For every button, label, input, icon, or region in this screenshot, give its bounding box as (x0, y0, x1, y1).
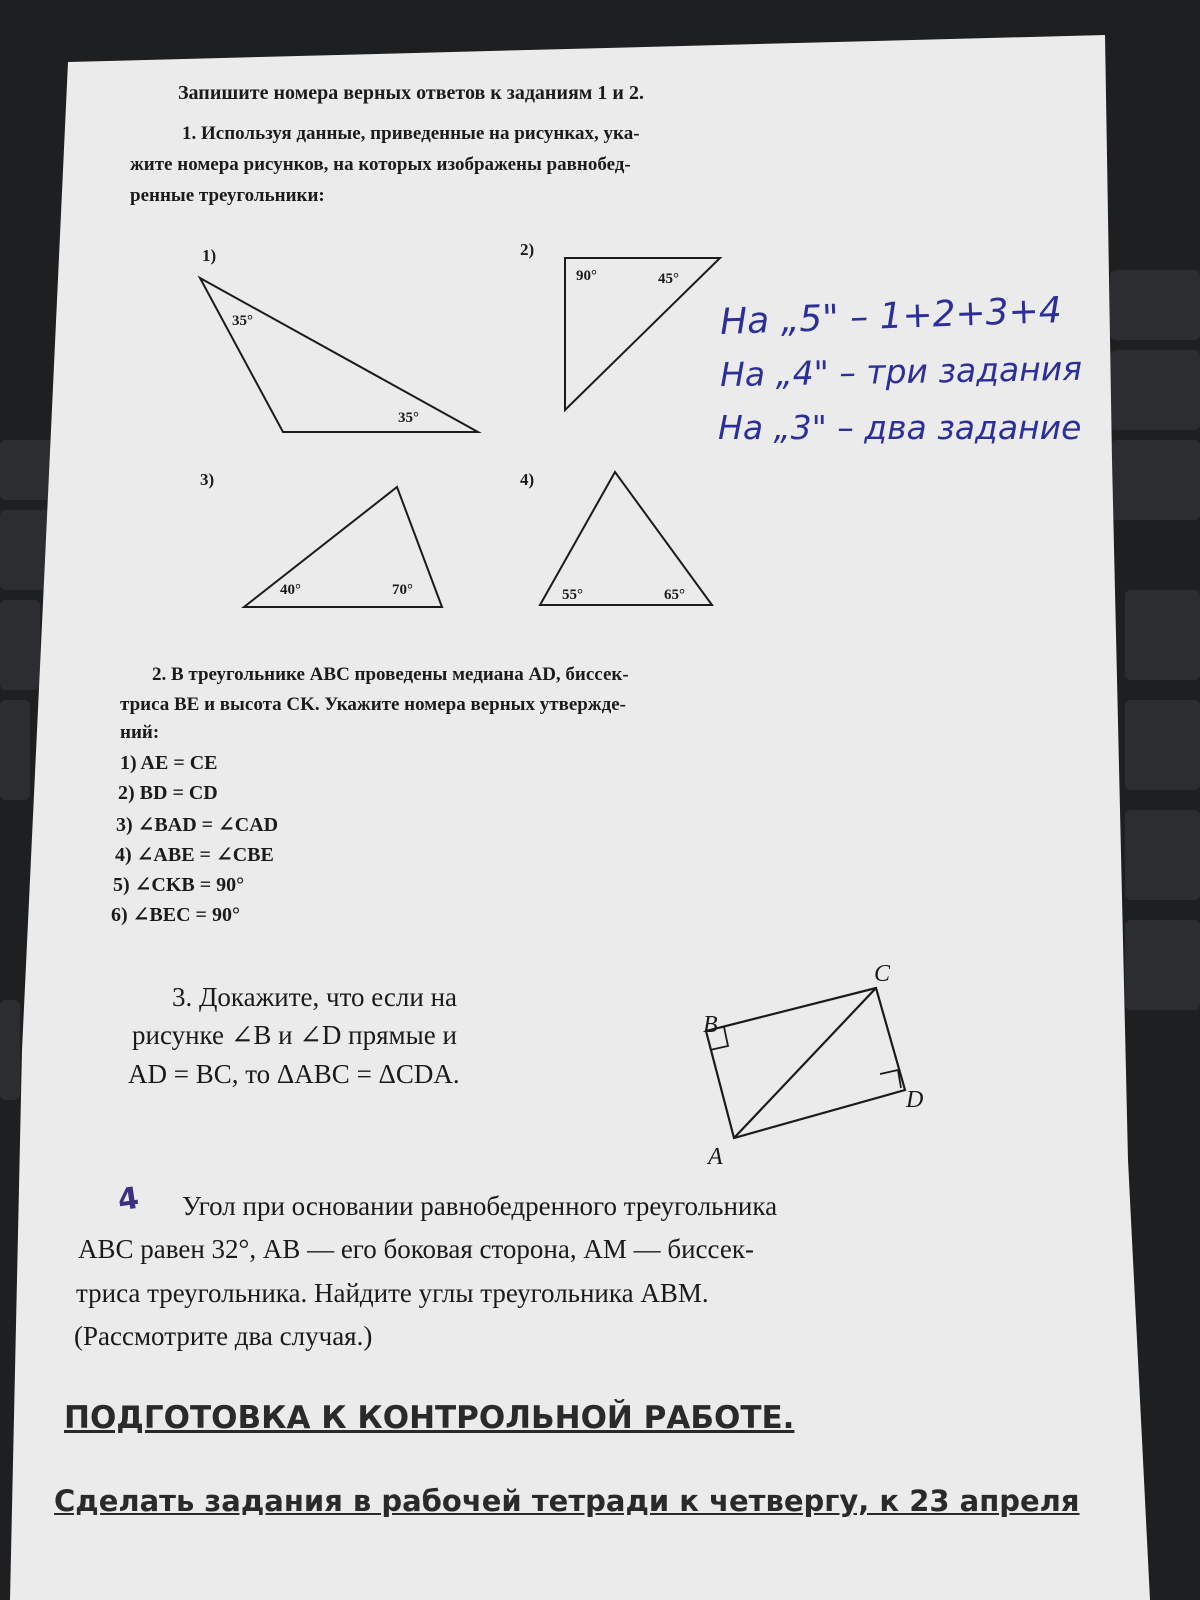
task2-line: триса BE и высота CK. Укажите номера верных утвержде- (120, 694, 626, 715)
figure-label-1: 1) (202, 246, 217, 265)
task4-number-mark: 4 (115, 1180, 142, 1219)
task1-line: жите номера рисунков, на которых изображены равнобед- (130, 154, 631, 175)
task3-line: 3. Докажите, что если на (172, 982, 458, 1012)
task4-line: ABC равен 32°, AB — его боковая сторона, AM — биссек- (78, 1234, 754, 1264)
task2-option: 5) ∠CKB = 90° (113, 874, 245, 896)
figure-label-2: 2) (520, 240, 535, 259)
task2-option: 6) ∠BEC = 90° (111, 904, 240, 926)
task3-line: рисунке ∠B и ∠D прямые и (132, 1020, 457, 1050)
figure-label-3: 3) (200, 470, 215, 489)
vertex-label-d: D (906, 1087, 924, 1113)
angle-label: 45° (658, 271, 679, 287)
angle-label: 35° (398, 410, 419, 426)
angle-label: 55° (562, 587, 583, 603)
task4-line: Угол при основании равнобедренного треугольника (182, 1191, 778, 1221)
handwritten-line: На „4" – три задания (719, 348, 1083, 395)
footer-title: ПОДГОТОВКА К КОНТРОЛЬНОЙ РАБОТЕ. (64, 1400, 795, 1436)
figure-label-4: 4) (520, 470, 535, 489)
angle-label: 65° (664, 587, 685, 603)
angle-label: 90° (576, 268, 597, 284)
handwritten-line: На „3" – два задание (718, 408, 1082, 447)
task4-line: (Рассмотрите два случая.) (74, 1321, 373, 1351)
task1-line: ренные треугольники: (130, 185, 325, 206)
task2-option: 4) ∠ABE = ∠CBE (115, 844, 274, 866)
task2-option: 1) AE = CE (120, 752, 218, 774)
task4-line: триса треугольника. Найдите углы треугольника ABM. (76, 1278, 709, 1308)
task1-line: 1. Используя данные, приведенные на рисунках, ука- (182, 123, 640, 144)
task2-option: 3) ∠BAD = ∠CAD (116, 814, 279, 836)
task2-option: 2) BD = CD (118, 782, 218, 804)
handwritten-line: На „5" – 1+2+3+4 (719, 290, 1063, 343)
task2-line: 2. В треугольнике ABC проведены медиана AD, биссек- (152, 664, 629, 685)
task2-line: ний: (120, 722, 160, 743)
angle-label: 70° (392, 582, 413, 598)
vertex-label-b: B (703, 1012, 718, 1038)
footer-instruction: Сделать задания в рабочей тетради к четвергу, к 23 апреля (54, 1484, 1080, 1518)
worksheet-header: Запишите номера верных ответов к заданиям 1 и 2. (178, 82, 644, 104)
angle-label: 40° (280, 582, 301, 598)
vertex-label-c: C (874, 961, 891, 987)
vertex-label-a: A (708, 1144, 723, 1170)
angle-label: 35° (232, 313, 253, 329)
task3-line: AD = BC, то ΔABC = ΔCDA. (128, 1059, 460, 1089)
